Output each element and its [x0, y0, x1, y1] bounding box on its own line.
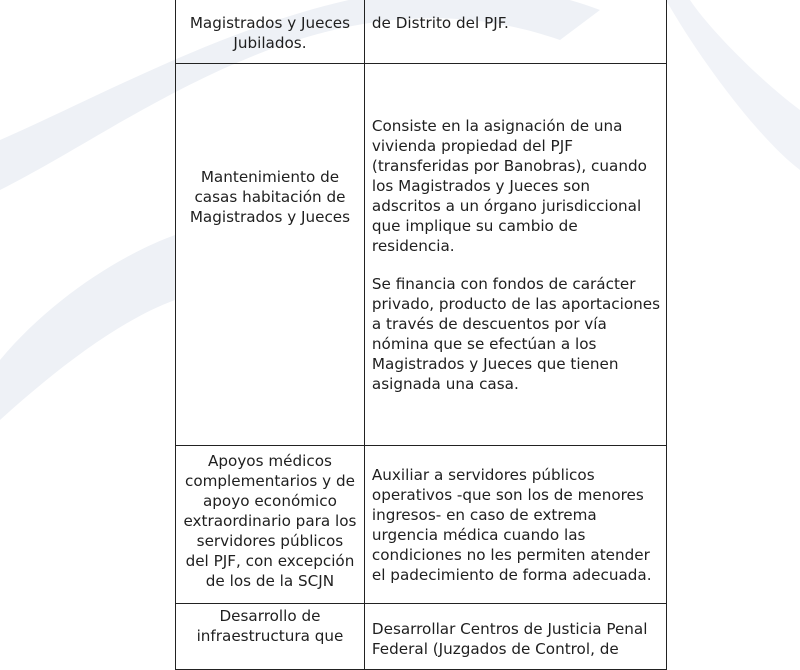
- text-line: vivienda propiedad del PJF: [371, 136, 573, 155]
- text-line: Desarrollar Centros de Justicia Penal: [371, 620, 648, 638]
- program-cell: [176, 604, 365, 670]
- text-line: Desarrollo de: [219, 607, 321, 625]
- watermark-arc-right: [666, 0, 800, 170]
- watermark-arc-small: [0, 235, 175, 420]
- text-line: de los de la SCJN: [205, 572, 335, 590]
- text-line: a través de descuentos por vía: [371, 314, 607, 333]
- text-line: residencia.: [371, 236, 455, 255]
- text-line: de Distrito del PJF.: [371, 14, 509, 32]
- text-line: el padecimiento de forma adecuada.: [371, 565, 652, 584]
- text-line: adscritos a un órgano jurisdiccional: [371, 196, 642, 215]
- text-line: Mantenimiento de: [200, 168, 340, 186]
- text-line: casas habitación de: [194, 188, 346, 206]
- text-line: Apoyos médicos: [208, 452, 332, 470]
- text-line: apoyo económico: [202, 492, 337, 510]
- text-line: Magistrados y Jueces: [189, 208, 351, 226]
- text-line: complementarios y de: [184, 472, 355, 490]
- text-line: Jubilados.: [233, 34, 307, 52]
- description-cell: [364, 64, 666, 446]
- text-line: (transferidas por Banobras), cuando: [371, 156, 647, 175]
- text-line: servidores públicos: [196, 532, 344, 550]
- text-line: que implique su cambio de: [371, 216, 578, 235]
- text-line: Auxiliar a servidores públicos: [371, 465, 595, 484]
- table-row: [176, 0, 667, 64]
- description-cell: [364, 604, 666, 670]
- text-line: urgencia médica cuando las: [371, 525, 586, 544]
- text-line: Federal (Juzgados de Control, de: [371, 640, 619, 658]
- info-table: [175, 0, 667, 670]
- text-line: ingresos- en caso de extrema: [371, 505, 597, 524]
- table-row: [176, 64, 667, 446]
- description-cell: [364, 0, 666, 64]
- program-cell: [176, 0, 365, 64]
- table-row: [176, 604, 667, 670]
- program-cell: [176, 446, 365, 604]
- table-row: [176, 446, 667, 604]
- text-line: los Magistrados y Jueces son: [371, 176, 591, 195]
- description-cell: [364, 446, 666, 604]
- text-line: operativos -que son los de menores: [371, 485, 644, 504]
- text-line: asignada una casa.: [371, 374, 519, 393]
- program-cell: [176, 64, 365, 446]
- text-line: Consiste en la asignación de una: [371, 116, 623, 135]
- text-line: del PJF, con excepción: [185, 552, 355, 570]
- text-line: extraordinario para los: [183, 512, 357, 530]
- text-line: Se financia con fondos de carácter: [371, 274, 636, 293]
- text-line: Magistrados y Jueces: [189, 14, 351, 32]
- text-line: condiciones no les permiten atender: [371, 545, 650, 564]
- text-line: nómina que se efectúan a los: [371, 334, 597, 353]
- text-line: infraestructura que: [196, 627, 344, 645]
- text-line: privado, producto de las aportaciones: [371, 294, 660, 313]
- text-line: Magistrados y Jueces que tienen: [371, 354, 619, 373]
